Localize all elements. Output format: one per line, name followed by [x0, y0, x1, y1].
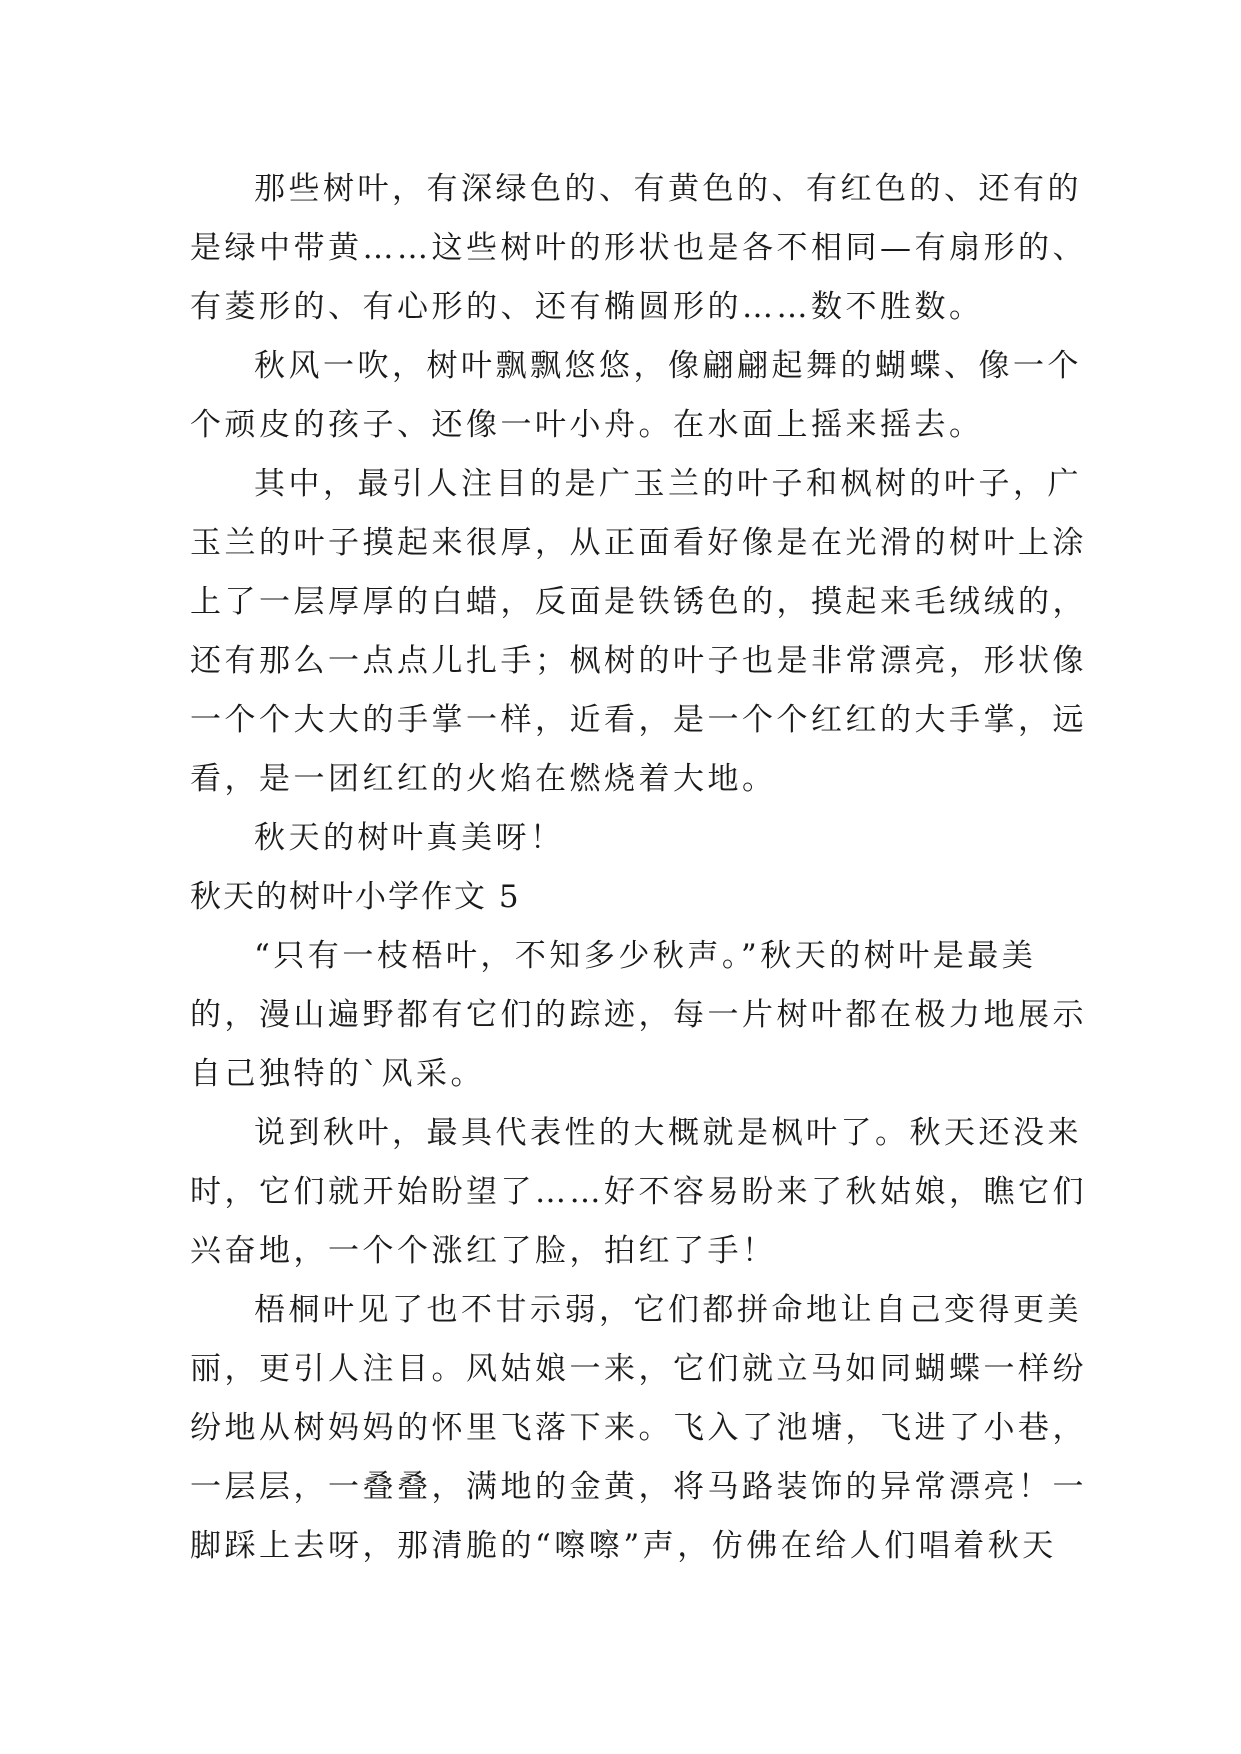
text-line: 是绿中带黄……这些树叶的形状也是各不相同—有扇形的、 — [190, 230, 1087, 266]
text-line: 那些树叶，有深绿色的、有黄色的、有红色的、还有的 — [254, 171, 1082, 207]
text-line: 玉兰的叶子摸起来很厚，从正面看好像是在光滑的树叶上涂 — [190, 525, 1087, 561]
text-line: 个顽皮的孩子、还像一叶小舟。在水面上摇来摇去。 — [190, 407, 984, 443]
text-line: “只有一枝梧叶，不知多少秋声。”秋天的树叶是最美 — [254, 938, 1037, 974]
text-line: 兴奋地，一个个涨红了脸，拍红了手！ — [190, 1233, 777, 1269]
text-line: 脚踩上去呀，那清脆的“嚓嚓”声，仿佛在给人们唱着秋天 — [190, 1528, 1057, 1564]
paragraph — [190, 1281, 1087, 1576]
text-line: 纷地从树妈妈的怀里飞落下来。飞入了池塘，飞进了小巷， — [190, 1410, 1087, 1446]
section-title: 秋天的树叶小学作文 5 — [190, 879, 521, 915]
paragraph — [190, 337, 1082, 455]
text-line: 上了一层厚厚的白蜡，反面是铁锈色的，摸起来毛绒绒的， — [190, 584, 1087, 620]
text-line: 秋风一吹，树叶飘飘悠悠，像翩翩起舞的蝴蝶、像一个 — [254, 348, 1082, 384]
text-line: 一层层，一叠叠，满地的金黄，将马路装饰的异常漂亮！一 — [190, 1469, 1087, 1505]
text-line: 时，它们就开始盼望了……好不容易盼来了秋姑娘，瞧它们 — [190, 1174, 1087, 1210]
paragraph — [190, 160, 1087, 337]
text-line: 秋天的树叶真美呀！ — [254, 820, 565, 856]
text-line: 梧桐叶见了也不甘示弱，它们都拼命地让自己变得更美 — [254, 1292, 1082, 1328]
text-line: 丽，更引人注目。风姑娘一来，它们就立马如同蝴蝶一样纷 — [190, 1351, 1087, 1387]
document-page — [190, 160, 1087, 1576]
text-line: 的，漫山遍野都有它们的踪迹，每一片树叶都在极力地展示 — [190, 997, 1087, 1033]
text-line: 其中，最引人注目的是广玉兰的叶子和枫树的叶子，广 — [254, 466, 1082, 502]
section-heading — [190, 868, 1070, 927]
paragraph — [190, 809, 1070, 868]
paragraph — [190, 1104, 1087, 1281]
text-line: 自己独特的`风采。 — [190, 1056, 485, 1092]
text-line: 看，是一团红红的火焰在燃烧着大地。 — [190, 761, 777, 797]
paragraph — [190, 455, 1087, 809]
text-line: 一个个大大的手掌一样，近看，是一个个红红的大手掌，远 — [190, 702, 1087, 738]
text-line: 说到秋叶，最具代表性的大概就是枫叶了。秋天还没来 — [254, 1115, 1082, 1151]
paragraph — [190, 927, 1087, 1104]
text-line: 还有那么一点点儿扎手；枫树的叶子也是非常漂亮，形状像 — [190, 643, 1087, 679]
text-line: 有菱形的、有心形的、还有椭圆形的……数不胜数。 — [190, 289, 984, 325]
